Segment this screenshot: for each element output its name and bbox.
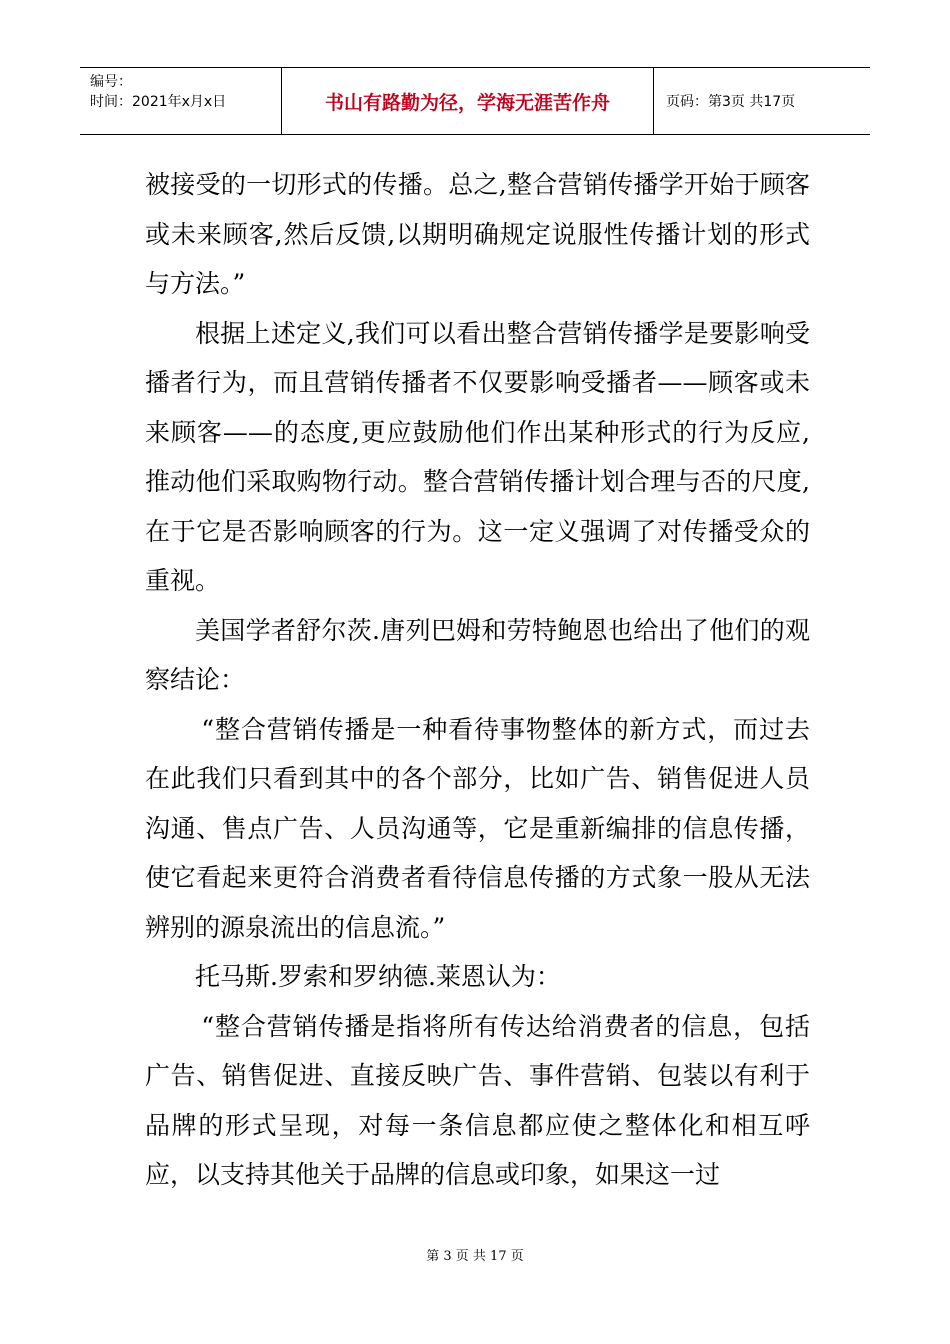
header-page-cell [654, 68, 870, 134]
quote-paragraph: “整合营销传播是一种看待事物整体的新方式，而过去在此我们只看到其中的各个部分，比如广告、销售促进人员沟通、售点广告、人员沟通等，它是重新编排的信息传播，使它看起来更符合消费者看待信息传播的方式象一股从无法辨别的源泉流出的信息流。” [145, 714, 810, 942]
document-number-label: 编号： [90, 74, 132, 90]
header-motto-cell [282, 68, 654, 134]
document-header [80, 67, 870, 135]
document-time-label: 时间：2021年x月x日 [90, 94, 227, 110]
footer-page-number: 第 3 页 共 17 页 [426, 1249, 524, 1264]
header-motto: 书山有路勤为径，学海无涯苦作舟 [324, 91, 610, 114]
quote-paragraph: “整合营销传播是指将所有传达给消费者的信息，包括广告、销售促进、直接反映广告、事件营销、包装以有利于品牌的形式呈现，对每一条信息都应使之整体化和相互呼应，以支持其他关于品牌的信息或印象，如果这一过 [145, 1011, 810, 1189]
document-body [145, 160, 810, 1200]
header-page-info: 页码：第3页 共17页 [666, 94, 796, 110]
paragraph: 被接受的一切形式的传播。总之,整合营销传播学开始于顾客或未来顾客,然后反馈,以期明确规定说服性传播计划的形式与方法。” [145, 170, 810, 298]
paragraph: 美国学者舒尔茨.唐列巴姆和劳特鲍恩也给出了他们的观察结论： [145, 615, 810, 694]
paragraph: 根据上述定义,我们可以看出整合营销传播学是要影响受播者行为，而且营销传播者不仅要影响受播者——顾客或未来顾客——的态度,更应鼓励他们作出某种形式的行为反应,推动他们采取购物行动。整合营销传播计划合理与否的尺度,在于它是否影响顾客的行为。这一定义强调了对传播受众的重视。 [145, 318, 810, 595]
header-meta-cell [80, 68, 282, 134]
page-footer [0, 1245, 950, 1264]
paragraph: 托马斯.罗索和罗纳德.莱恩认为： [195, 962, 561, 991]
